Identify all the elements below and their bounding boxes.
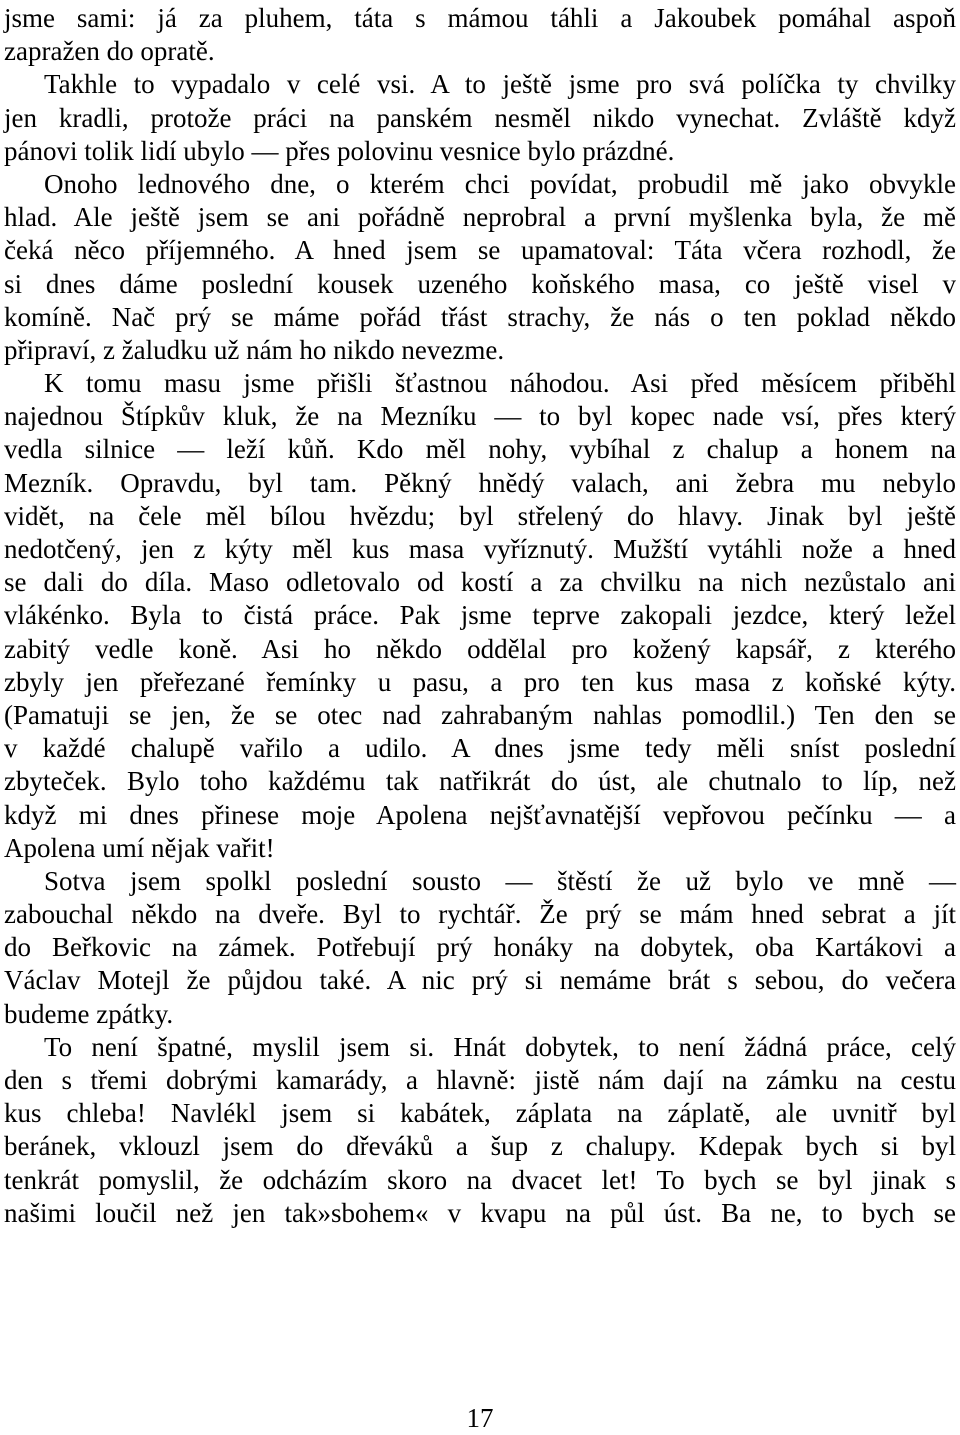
text-line: pánovi tolik lidí ubylo — přes polovinu vesnice bylo prázdné. [4,135,675,166]
text-line: jsme sami: já za pluhem, táta s mámou táhli a Jakoubek pomáhal aspoň [4,3,956,33]
text-line: když mi dnes přinese moje Apolena nejšťavnatější vepřovou pečínku — a [4,799,956,830]
text-line: čeká něco příjemného. A hned jsem se upamatoval: Táta včera rozhodl, že [4,235,956,266]
text-line: zbyteček. Bylo toho každému tak natřikrát do úst, ale chutnalo to líp, než [4,766,956,797]
text-line: nedotčený, jen z kýty měl kus masa vyříznutý. Mužští vytáhli nože a hned [4,534,956,564]
text-line: Václav Motejl že půjdou také. A nic prý si nemáme brát s sebou, do večera [4,965,956,996]
text-line: si dnes dáme poslední kousek uzeného koňského masa, co ještě visel v [4,268,956,299]
text-line: jen kradli, protože práci na panském nesměl nikdo vynechat. Zvláště když [4,102,956,133]
text-line: Takhle to vypadalo v celé vsi. A to ještě jsme pro svá políčka ty chvilky [44,69,956,100]
text-line: budeme zpátky. [4,998,174,1029]
text-line: To není špatné, myslil jsem si. Hnát dobytek, to není žádná práce, celý [44,1031,956,1062]
text-line: zapražen do opratě. [4,36,215,67]
text-line: beránek, vklouzl jsem do dřeváků a šup z chalupy. Kdepak bych si byl [4,1131,956,1162]
text-line: zabouchal někdo na dveře. Byl to rychtář. Že prý se mám hned sebrat a jít [4,899,956,930]
text-line: kus chleba! Navlékl jsem si kabátek, záplata na záplatě, ale uvnitř byl [4,1098,956,1129]
text-line: (Pamatuji se jen, že se otec nad zahrabaným nahlas pomodlil.) Ten den se [4,699,956,730]
text-line: hlad. Ale ještě jsem se ani pořádně neprobral a první myšlenka byla, že mě [4,202,956,233]
page-number: 17 [466,1403,494,1433]
text-line: Sotva jsem spolkl poslední sousto — štěstí že už bylo ve mně — [44,865,956,896]
body-text [4,2,956,1230]
text-line: Apolena umí nějak vařit! [4,832,275,863]
text-line: se dali do díla. Maso odletovalo od kostí a za chvilku na nich nezůstalo ani [4,567,956,598]
text-line: tenkrát pomyslil, že odcházím skoro na dvacet let! To bych se byl jinak s [4,1164,956,1195]
text-line: K tomu masu jsme přišli šťastnou náhodou. Asi před měsícem přiběhl [44,368,956,399]
text-line: najednou Štípkův kluk, že na Mezníku — to byl kopec nade vsí, přes který [4,401,956,432]
document-page [4,0,956,1434]
text-line: do Beřkovic na zámek. Potřebují prý honáky na dobytek, oba Kartákovi a [4,932,956,963]
text-line: Mezník. Opravdu, byl tam. Pěkný hnědý valach, ani žebra mu nebylo [4,467,956,498]
text-line: Onoho lednového dne, o kterém chci povídat, probudil mě jako obvykle [44,168,956,199]
text-line: v každé chalupě vařilo a udilo. A dnes jsme tedy měli sníst poslední [4,733,956,764]
text-line: komíně. Nač prý se máme pořád třást strachy, že nás o ten poklad někdo [4,301,956,332]
text-line: den s třemi dobrými kamarády, a hlavně: jistě nám dají na zámku na cestu [4,1065,956,1095]
text-line: vlákénko. Byla to čistá práce. Pak jsme teprve zakopali jezdce, který ležel [4,600,956,631]
text-line: zabitý vedle koně. Asi ho někdo oddělal pro kožený kapsář, z kterého [4,633,956,664]
text-line: připraví, z žaludku už nám ho nikdo nevezme. [4,334,505,365]
text-line: zbyly jen přeřezané řemínky u pasu, a pro ten kus masa z koňské kýty. [4,666,956,697]
text-line: vidět, na čele měl bílou hvězdu; byl střelený do hlavy. Jinak byl ještě [4,500,956,531]
text-line: našimi loučil než jen tak»sbohem« v kvapu na půl úst. Ba ne, to bych se [4,1197,956,1228]
text-line: vedla silnice — leží kůň. Kdo měl nohy, vybíhal z chalup a honem na [4,434,956,465]
